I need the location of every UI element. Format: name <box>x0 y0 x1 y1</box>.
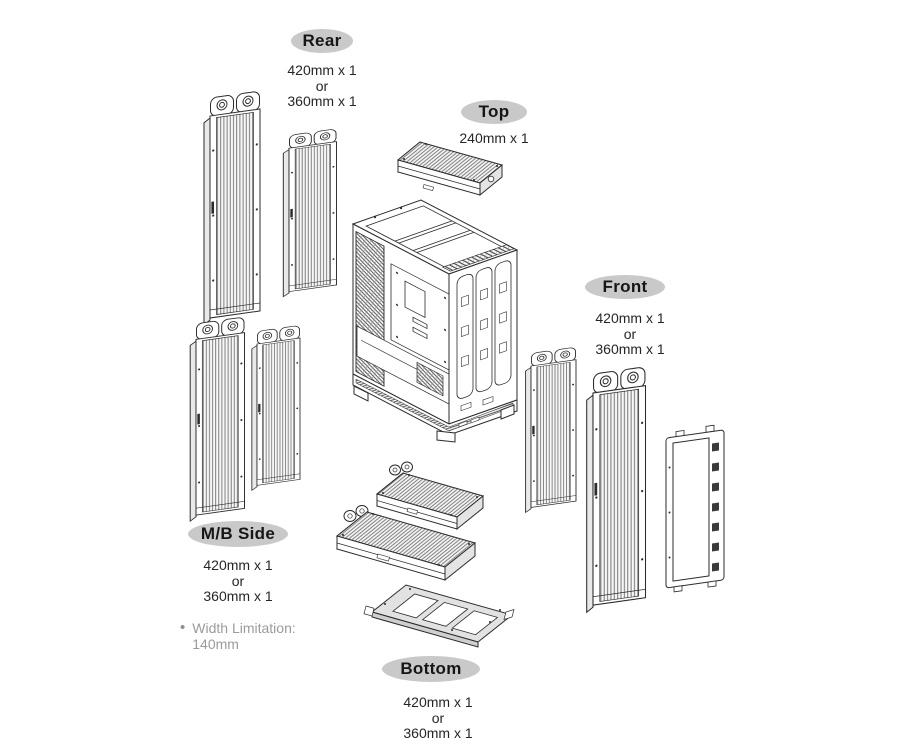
sizes-bottom <box>378 695 498 742</box>
bottom-size-line-3: 360mm x 1 <box>403 725 473 741</box>
rear-size-line-2: or <box>315 77 329 94</box>
pc-case-chassis-illustration <box>353 200 517 442</box>
bullet-icon: • <box>180 619 186 636</box>
front-size-line-1: 420mm x 1 <box>595 310 665 326</box>
mb-side-size-line-2: or <box>231 572 245 589</box>
mb-side-size-line-1: 420mm x 1 <box>203 557 273 573</box>
bottom-size-line-1: 420mm x 1 <box>403 694 473 710</box>
front-size-line-2: or <box>623 325 637 342</box>
rear-size-line-3: 360mm x 1 <box>287 93 357 109</box>
sizes-top <box>434 131 554 147</box>
bottom-size-line-2: or <box>431 709 445 726</box>
mb-side-size-line-3: 360mm x 1 <box>203 588 273 604</box>
rear-size-line-1: 420mm x 1 <box>287 62 357 78</box>
badge-bottom <box>382 656 480 682</box>
badge-front-label: Front <box>602 277 648 296</box>
mb-side-radiator-420mm-illustration <box>190 317 244 521</box>
bottom-mounting-bracket-illustration <box>364 585 514 647</box>
note-line-1: Width Limitation: <box>192 620 296 636</box>
top-size-line-1: 240mm x 1 <box>459 130 529 146</box>
badge-rear-label: Rear <box>302 31 342 50</box>
sizes-rear <box>262 63 382 110</box>
mb-side-radiator-360mm-illustration <box>252 325 300 490</box>
front-size-line-3: 360mm x 1 <box>595 341 665 357</box>
sizes-front <box>570 311 690 358</box>
badge-rear <box>291 29 353 53</box>
rear-radiator-420mm-illustration <box>204 91 260 325</box>
front-radiator-360mm-illustration <box>526 347 576 512</box>
sizes-mb-side <box>178 558 298 605</box>
front-radiator-420mm-illustration <box>587 367 646 613</box>
badge-mb-side <box>188 521 288 547</box>
note-text <box>192 620 295 652</box>
note-width-limitation <box>180 620 350 652</box>
badge-bottom-label: Bottom <box>400 659 462 678</box>
badge-front <box>585 275 665 299</box>
note-line-2: 140mm <box>192 636 239 652</box>
rear-radiator-360mm-illustration <box>283 129 336 297</box>
badge-top <box>461 100 527 124</box>
badge-mb-side-label: M/B Side <box>200 524 276 543</box>
front-mounting-bracket-illustration <box>666 424 724 593</box>
badge-top-label: Top <box>478 102 510 121</box>
top-radiator-240mm-illustration <box>398 142 502 195</box>
